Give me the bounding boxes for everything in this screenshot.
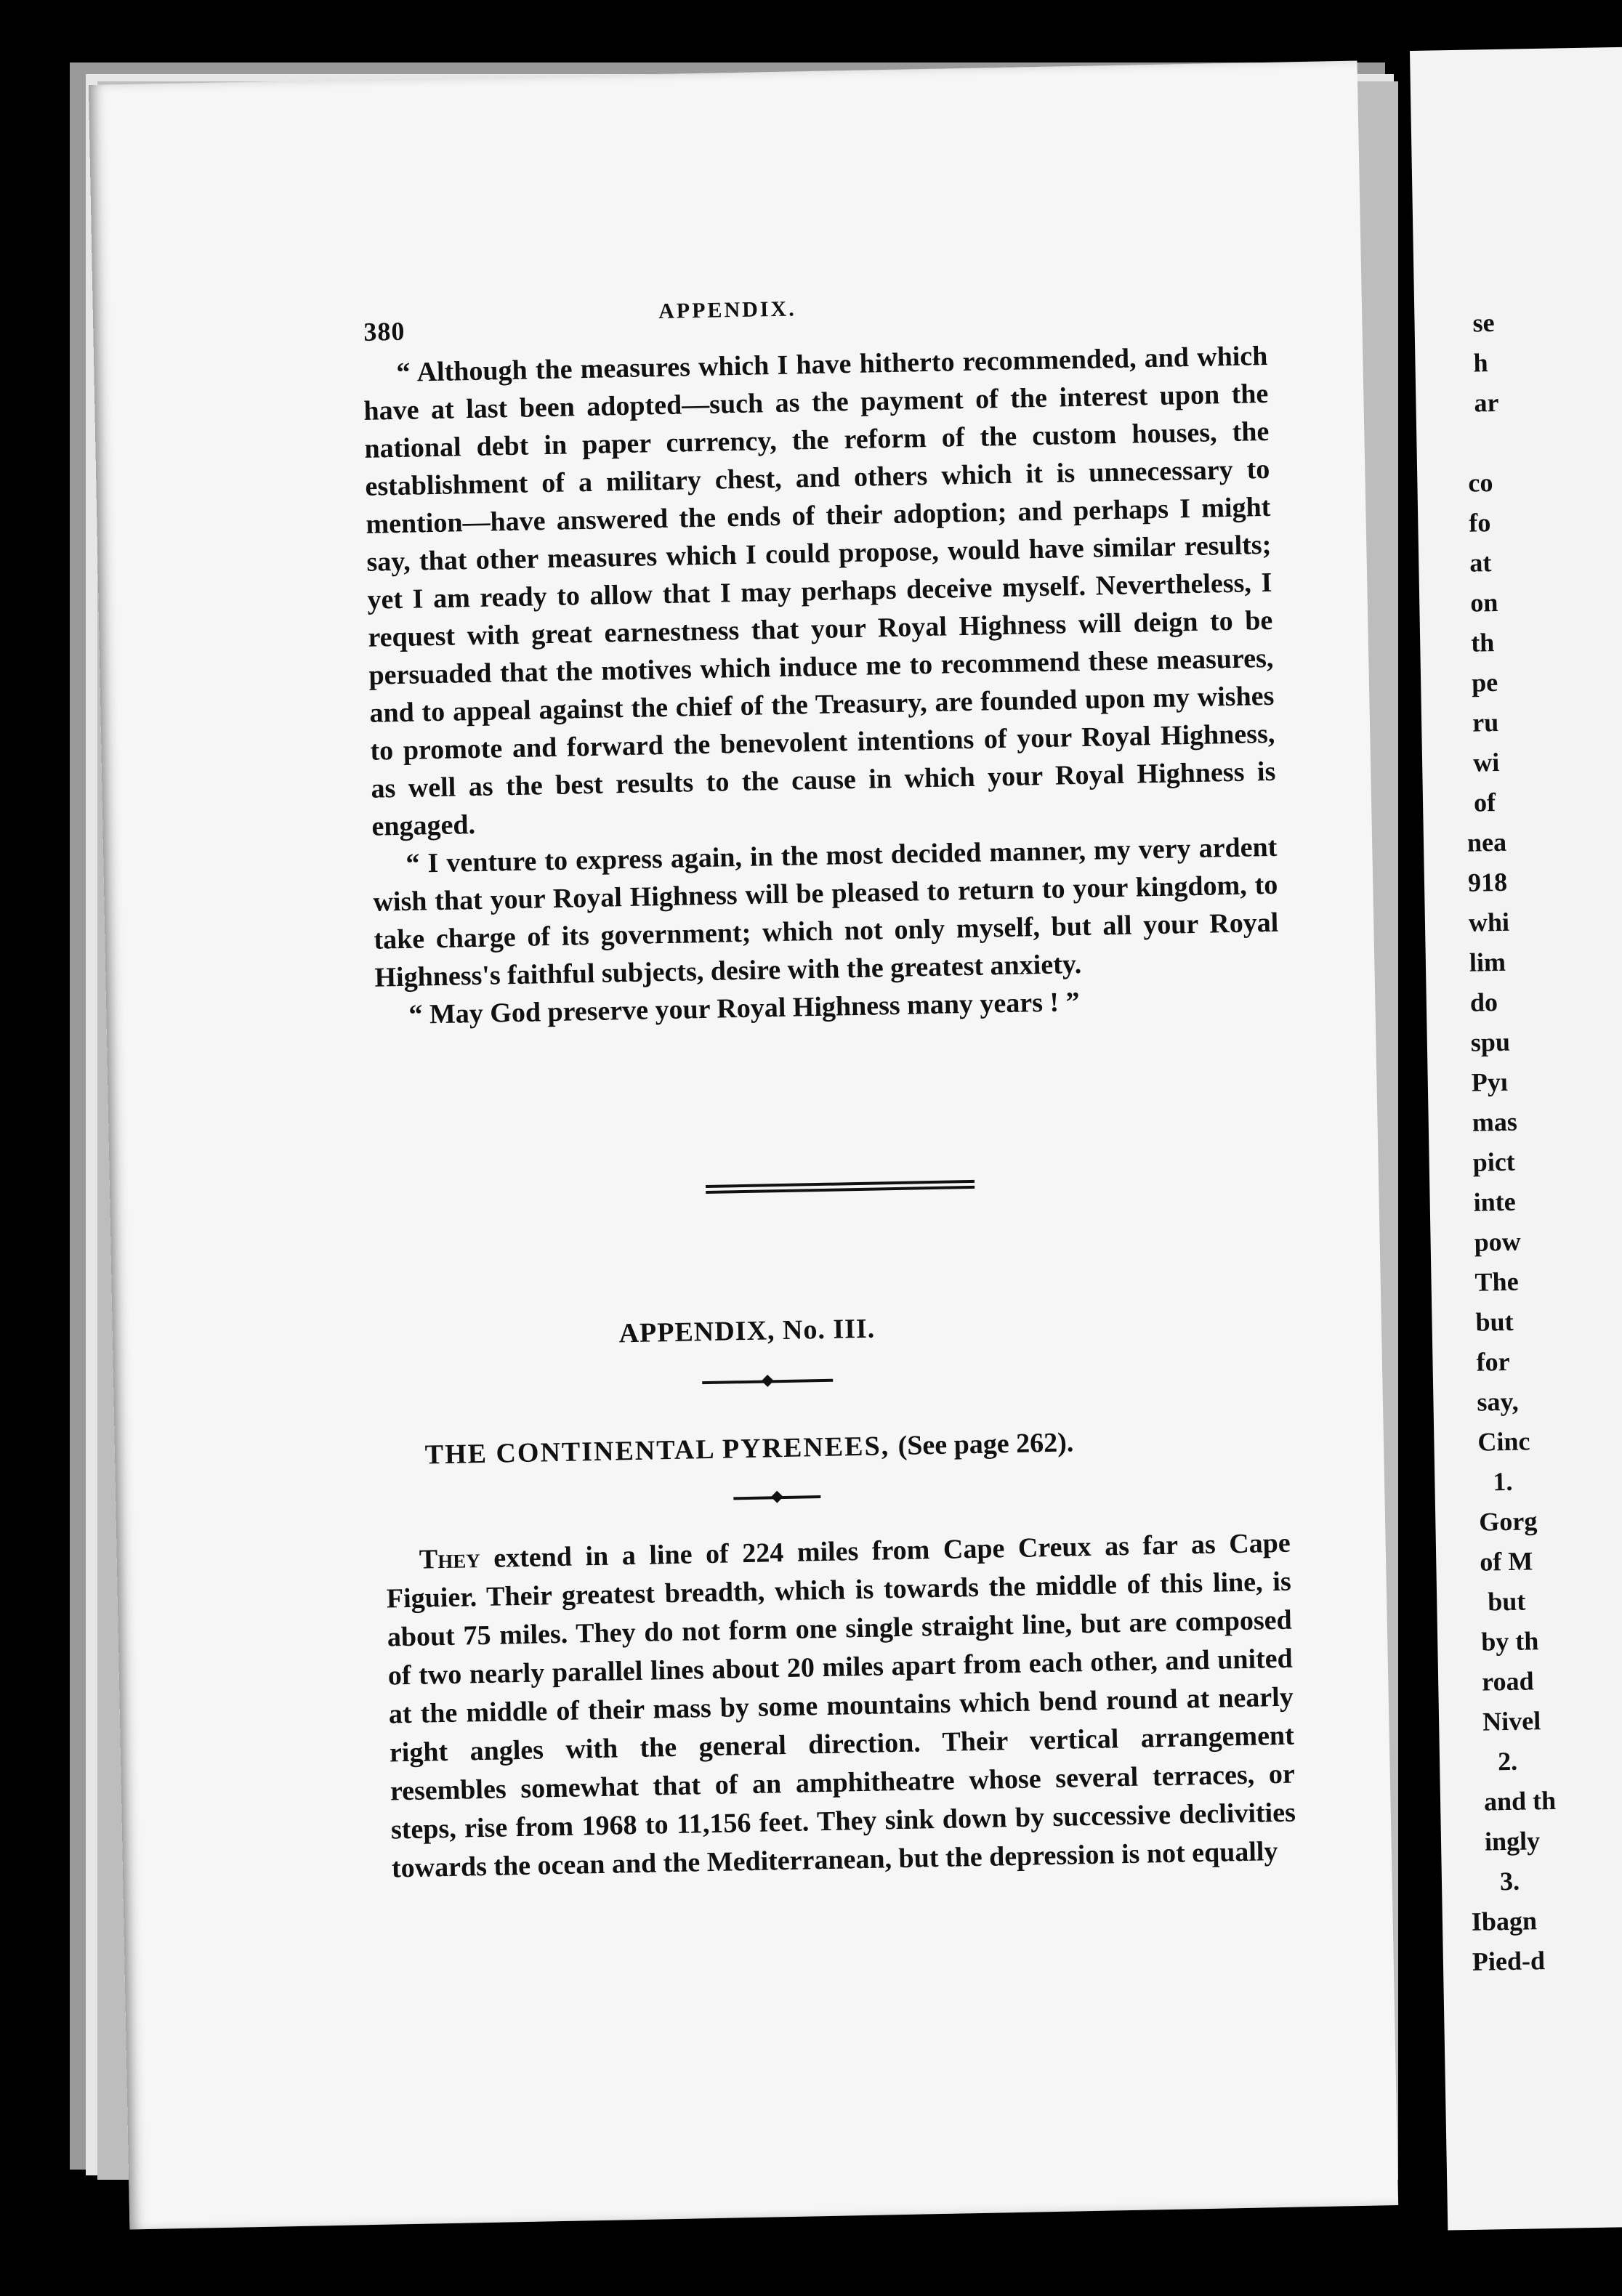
right-page-line-fragment: Pyı bbox=[1471, 1067, 1509, 1097]
right-page-line-fragment: The bbox=[1474, 1266, 1519, 1297]
right-page-line-fragment: pict bbox=[1472, 1147, 1516, 1177]
right-page-line-fragment: Ibagn bbox=[1471, 1906, 1538, 1936]
right-page-line-fragment: ingly bbox=[1484, 1826, 1541, 1856]
right-page-line-fragment: Pied-d bbox=[1472, 1946, 1546, 1976]
right-page-line-fragment: se bbox=[1472, 308, 1495, 338]
right-page-line-fragment: do bbox=[1469, 987, 1498, 1017]
section-heading-title: THE CONTINENTAL PYRENEES, bbox=[424, 1431, 890, 1471]
section-heading bbox=[115, 1420, 1384, 1477]
appendix-title: APPENDIX, No. III. bbox=[618, 1313, 876, 1349]
right-page-line-fragment: for bbox=[1476, 1346, 1510, 1377]
pyrenees-text bbox=[385, 1524, 1296, 1888]
right-page-line-fragment: pe bbox=[1471, 668, 1498, 698]
first-word-smallcaps: They bbox=[419, 1543, 481, 1575]
right-page-line-fragment: Gorg bbox=[1479, 1506, 1538, 1537]
right-page-line-fragment: of M bbox=[1479, 1546, 1533, 1577]
book-page-left bbox=[89, 61, 1398, 2230]
right-page-line-fragment: fo bbox=[1469, 508, 1491, 538]
right-page-line-fragment: by th bbox=[1480, 1626, 1539, 1657]
right-page-line-fragment: pow bbox=[1474, 1226, 1522, 1257]
section-heading-reference: (See page 262). bbox=[897, 1427, 1074, 1461]
page-number: 380 bbox=[363, 316, 405, 347]
ornament-rule bbox=[702, 1379, 833, 1384]
right-page-line-fragment: mas bbox=[1472, 1107, 1518, 1137]
running-head: APPENDIX. bbox=[658, 296, 796, 324]
section-divider-rule bbox=[706, 1180, 975, 1194]
right-page-line-fragment: road bbox=[1481, 1666, 1534, 1697]
body-paragraph bbox=[385, 1524, 1296, 1888]
right-page-line-fragment: nea bbox=[1466, 827, 1507, 857]
right-page-line-fragment: at bbox=[1469, 548, 1492, 578]
right-page-line-fragment: on bbox=[1469, 588, 1498, 618]
right-page-line-fragment: 1. bbox=[1493, 1466, 1513, 1497]
right-page-line-fragment: but bbox=[1487, 1586, 1526, 1617]
right-page-line-fragment: and th bbox=[1483, 1785, 1557, 1816]
right-page-line-fragment: lim bbox=[1469, 947, 1506, 977]
right-page-line-fragment: say, bbox=[1477, 1386, 1519, 1417]
right-page-line-fragment: whi bbox=[1468, 907, 1510, 937]
right-page-line-fragment: spu bbox=[1470, 1027, 1511, 1057]
ornament-rule bbox=[733, 1495, 820, 1500]
right-page-line-fragment: 2. bbox=[1497, 1746, 1518, 1776]
letter-text bbox=[363, 337, 1280, 1035]
right-page-line-fragment: Cinc bbox=[1477, 1426, 1530, 1457]
letter-paragraph: “ I venture to express again, in the most decided manner, my very ardent wish that your Royal Highness will be pleased to return to your kingdom, to take charge of its government; which not only myself, but all your Royal Highness's faithful subjects, desire with the greatest anxiety. bbox=[373, 831, 1279, 993]
right-page-line-fragment: h bbox=[1473, 348, 1488, 378]
right-page-line-fragment: inte bbox=[1473, 1187, 1517, 1217]
book-page-right-fragment bbox=[1410, 47, 1622, 2230]
right-page-line-fragment: co bbox=[1468, 468, 1493, 498]
right-page-line-fragment: wi bbox=[1472, 748, 1500, 777]
right-page-line-fragment: 3. bbox=[1499, 1866, 1520, 1896]
right-page-line-fragment: but bbox=[1475, 1306, 1514, 1337]
right-page-line-fragment: of bbox=[1473, 788, 1496, 817]
letter-paragraph: “ Although the measures which I have hitherto recommended, and which have at last been adopted—such as the payment of the interest upon the national debt in paper currency, the reform of the custom houses, the establishment of a military chest, and others which it is unnecessary to mention—have answered the ends of their adoption; and perhaps I might say, that other measures which I could propose, would have similar results; yet I am ready to allow that I may perhaps deceive myself. Nevertheless, I request with great earnestness that your Royal Highness will deign to be persuaded that the motives which induce me to recommend these measures, and to appeal against the chief of the Treasury, are founded upon my wishes to promote and forward the benevolent intentions of your Royal Highness, as well as the best results to the cause in which your Royal Highness is engaged. bbox=[363, 340, 1276, 842]
right-page-line-fragment: Nivel bbox=[1482, 1706, 1541, 1737]
right-page-line-fragment: 918 bbox=[1467, 867, 1508, 897]
right-page-line-fragment: ar bbox=[1474, 387, 1499, 418]
right-page-line-fragment: th bbox=[1470, 628, 1495, 658]
letter-closing: “ May God preserve your Royal Highness many years ! ” bbox=[408, 987, 1080, 1030]
right-page-line-fragment: ru bbox=[1472, 708, 1499, 737]
body-text: extend in a line of 224 miles from Cape Creux as far as Cape Figuier. Their greatest breadth, which is towards the middle of this line, is about 75 miles. They do not form one single straight line, but are composed of two nearly parallel lines about 20 miles apart from each other, and united at the middle of their mass by some mountains which bend round at nearly right angles with the general direction. Their vertical arrangement resembles somewhat that of an amphitheatre whose several terraces, or steps, rise from 1968 to 11,156 feet. They sink down by successive declivities towards the ocean and the Mediterranean, but the depression is not equally bbox=[386, 1527, 1296, 1884]
